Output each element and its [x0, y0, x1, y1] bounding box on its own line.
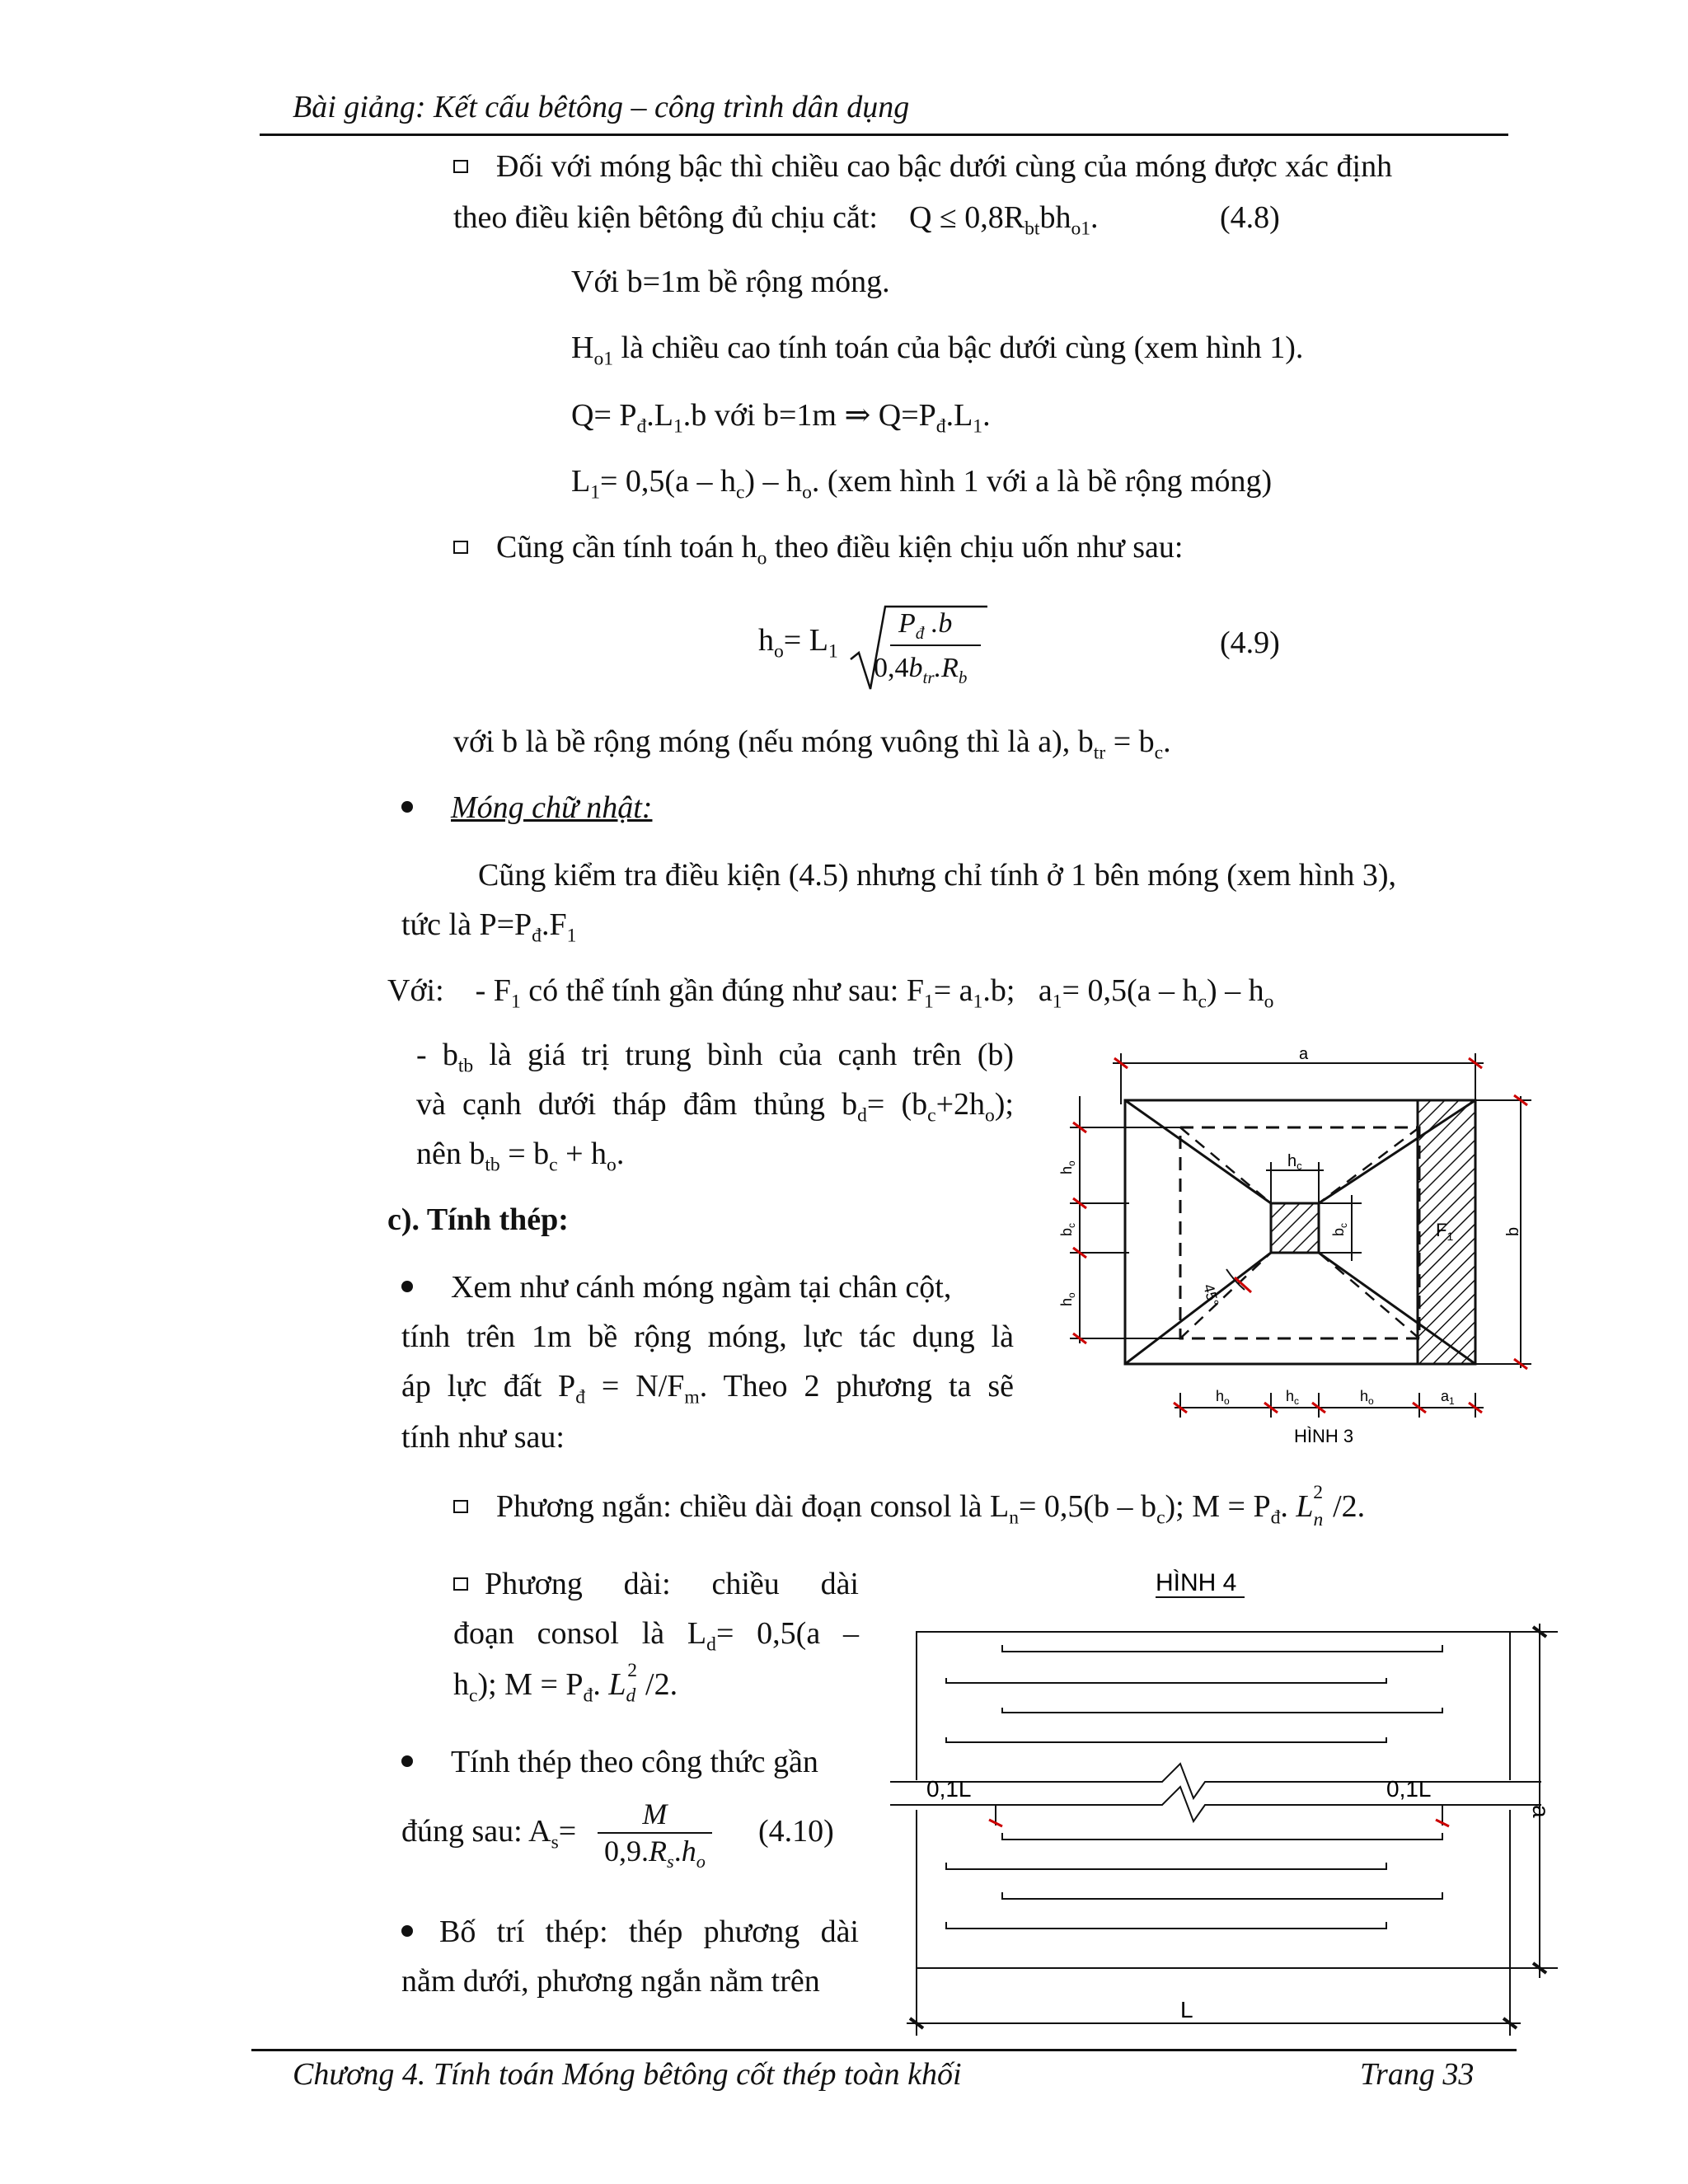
paragraph-11a: Xem như cánh móng ngàm tại chân cột,	[401, 1269, 951, 1307]
paragraph-9: Với: - $F_1$ có thể tính gần đúng như sau: $F_1= a_1.b$; $a_1= 0,5(a - h_c) - h_o$	[387, 973, 1274, 1013]
fig3-caption: HÌNH 3	[1294, 1426, 1354, 1446]
equation-4-9-numerator: $P_đ$ .b	[898, 608, 953, 643]
bullet-icon	[401, 1925, 413, 1937]
paragraph-2: Với b=1m bề rộng móng.	[571, 265, 890, 299]
fig4-label-a: a	[1528, 1805, 1554, 1818]
paragraph-1a: Đối với móng bậc thì chiều cao bậc dưới cùng của móng được xác định	[453, 148, 1392, 186]
fig3-label-a1: $a_1$	[1441, 1388, 1455, 1407]
figure-4-diagram	[874, 1558, 1566, 2052]
fig3-label-ho-bottom: $h_o$	[1058, 1292, 1077, 1306]
fig3-label-bc-inner: $b_c$	[1330, 1222, 1349, 1236]
paragraph-5: $L_1= 0,5(a - h_c) - h_o$. (xem hình 1 với a là bề rộng móng)	[571, 464, 1273, 504]
paragraph-8a: Cũng kiểm tra điều kiện (4.5) nhưng chỉ tính ở 1 bên móng (xem hình 3),	[478, 858, 1397, 893]
page-header-title: Bài giảng: Kết cấu bêtông – công trình dân dụng	[293, 90, 910, 124]
footer-page-number: Trang 33	[1360, 2057, 1475, 2092]
fig3-label-ho-b2: $h_o$	[1360, 1388, 1374, 1407]
fig3-label-45deg: 45°	[1200, 1282, 1222, 1309]
equation-4-10-label: (4.10)	[758, 1814, 834, 1849]
equation-4-9-lhs: $h_o= L_1$	[758, 623, 838, 663]
paragraph-8b: tức là $P=P_đ.F_1$	[401, 907, 577, 947]
paragraph-10c: nên $b_{tb} = b_c + h_o$.	[416, 1137, 625, 1176]
paragraph-1b: theo điều kiện bêtông đủ chịu cắt: $Q \le 0,8R_{bt}bh_{o1}$.	[453, 200, 1099, 240]
section-rect-footing: Móng chữ nhật:	[401, 790, 652, 827]
figure-3-diagram	[1039, 1030, 1533, 1459]
fig4-label-left-0.1L: 0,1L	[926, 1776, 972, 1802]
paragraph-4: $Q= P_đ.L_1.b$ với b=1m ⇒ $Q=P_đ.L_1$.	[571, 398, 991, 438]
paragraph-13c: $h_c$); $M = P_đ$. $L_d^2$ /2.	[453, 1660, 678, 1707]
paragraph-14b: đúng sau: $A_s=$	[401, 1814, 577, 1854]
fig4-caption: HÌNH 4	[1156, 1569, 1237, 1596]
bullet-icon	[401, 801, 413, 813]
fig3-label-hc: $h_c$	[1287, 1152, 1302, 1172]
paragraph-13a: Phương dài: chiều dài	[453, 1566, 859, 1604]
paragraph-6: Cũng cần tính toán $h_o$ theo điều kiện chịu uốn như sau:	[453, 529, 1183, 567]
paragraph-10a: - $b_{tb}$ là giá trị trung bình của cạnh trên (b)	[416, 1038, 1015, 1077]
paragraph-11b: tính trên 1m bề rộng móng, lực tác dụng là	[401, 1319, 1014, 1354]
fig3-label-a: a	[1299, 1045, 1309, 1063]
paragraph-12: Phương ngắn: chiều dài đoạn consol là $L_n= 0,5(b - b_c)$; $M = P_đ$. $L_n^2$ /2.	[453, 1488, 1365, 1526]
paragraph-15a: Bố trí thép: thép phương dài	[401, 1914, 859, 1952]
fig4-label-L: L	[1180, 1997, 1193, 2022]
paragraph-11c: áp lực đất $P_đ = N/F_m$. Theo 2 phương ta sẽ	[401, 1369, 1014, 1408]
fig4-label-right-0.1L: 0,1L	[1386, 1776, 1432, 1802]
bullet-icon	[401, 1755, 413, 1767]
square-bullet-icon	[453, 1500, 468, 1513]
square-bullet-icon	[453, 160, 468, 173]
paragraph-7: với b là bề rộng móng (nếu móng vuông thì là a), $b_{tr} = b_c$.	[453, 724, 1171, 764]
fig3-label-F1: $F_1$	[1436, 1220, 1454, 1243]
paragraph-10b: và cạnh dưới tháp đâm thủng $b_d= (b_c+2h_o)$;	[416, 1087, 1014, 1127]
square-bullet-icon	[453, 1577, 468, 1591]
equation-4-10-fraction: $\frac{M}{0,9.R_s.h_o}$	[598, 1797, 712, 1869]
header-rule	[260, 134, 1508, 136]
footer-rule	[251, 2049, 1517, 2051]
fig3-label-ho-top: $h_o$	[1058, 1160, 1077, 1174]
section-steel-heading: c). Tính thép:	[387, 1202, 569, 1237]
square-bullet-icon	[453, 541, 468, 554]
paragraph-13b: đoạn consol là $L_d= 0,5(a$ –	[453, 1616, 860, 1656]
equation-4-9-denominator: $0,4b_{tr}.R_b$	[874, 653, 968, 687]
paragraph-14a: Tính thép theo công thức gần	[401, 1744, 818, 1782]
fig3-label-b: b	[1504, 1226, 1522, 1236]
equation-4-8-label: (4.8)	[1220, 200, 1280, 235]
equation-4-9-label: (4.9)	[1220, 626, 1280, 660]
fig3-label-ho-b1: $h_o$	[1216, 1388, 1230, 1407]
fig3-label-bc-left: $b_c$	[1058, 1222, 1077, 1236]
bullet-icon	[401, 1281, 413, 1292]
fig3-label-hc-b: $h_c$	[1286, 1388, 1300, 1407]
paragraph-11d: tính như sau:	[401, 1420, 565, 1455]
footer-chapter: Chương 4. Tính toán Móng bêtông cốt thép toàn khối	[293, 2057, 962, 2092]
paragraph-3: $H_{o1}$ là chiều cao tính toán của bậc dưới cùng (xem hình 1).	[571, 330, 1304, 370]
paragraph-15b: nằm dưới, phương ngắn nằm trên	[401, 1964, 820, 1999]
